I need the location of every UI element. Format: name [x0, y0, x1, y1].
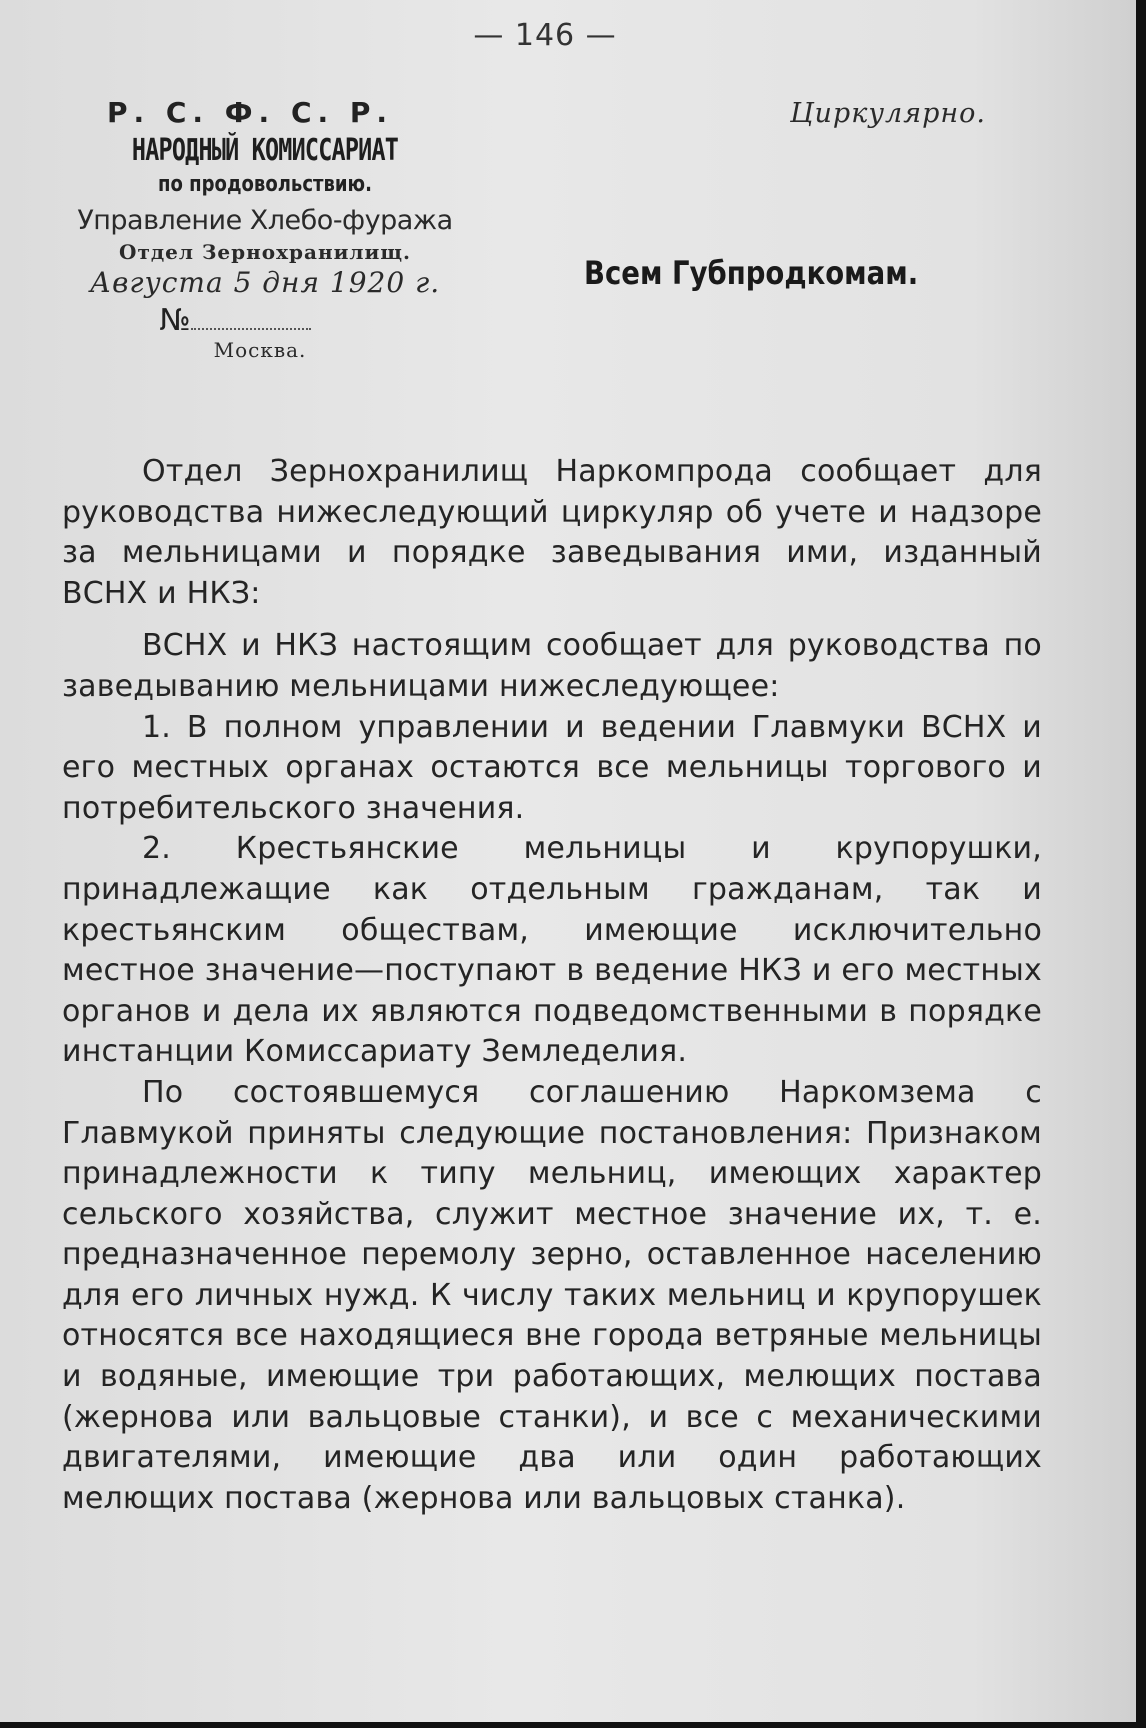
scan-edge-right	[1136, 0, 1146, 1728]
letterhead	[50, 96, 480, 362]
letterhead-commissariat: НАРОДНЫЙ КОМИССАРИАТ	[131, 133, 399, 168]
letterhead-commissariat-sub: по продовольствию.	[158, 172, 372, 197]
body-paragraph: По состоявшемуся соглашению Наркомзема с Главмукой приняты следующие постановления: Признаком принадлежности к типу мельниц, имеющих характер сельского хозяйства, служит местное значение их, т. е. предназначенное перемолу зерно, оставленное населению для его личных нужд. К числу таких мельниц и крупорушек относятся все находящиеся вне города ветряные мельницы и водяные, имеющие три работающих, мелющих постава (жернова или вальцовые станки), и все с механическими двигателями, имеющие два или один работающих мелющих постава (жернова или вальцовых станка).	[62, 1074, 1042, 1516]
letterhead-subdepartment: Отдел Зернохранилищ.	[119, 240, 411, 264]
page-number: — 146 —	[473, 18, 617, 53]
body-paragraph: 2. Крестьянские мельницы и крупорушки, принадлежащие как отдельным гражданам, так и крестьянским обществам, имеющие исключительно местное значение—поступают в ведение НКЗ и его местных органов и дела их являются подведомственными в порядке инстанции Комиссариату Земледелия.	[62, 831, 1042, 1070]
letterhead-city: Москва.	[213, 338, 307, 362]
body-paragraph: Отдел Зернохранилищ Наркомпрода сообщает для руководства нижеследующий циркуляр об учете и надзоре за мельницами и порядке заведывания ими, изданный ВСНХ и НКЗ:	[62, 454, 1042, 611]
letterhead-state: Р. С. Ф. С. Р.	[106, 96, 394, 129]
body-paragraph: ВСНХ и НКЗ настоящим сообщает для руководства по заведыванию мельницами нижеследующее:	[62, 628, 1042, 704]
letterhead-date: Августа 5 дня 1920 г.	[89, 266, 441, 299]
scan-edge-bottom	[0, 1722, 1146, 1728]
letterhead-department: Управление Хлебо-фуража	[77, 205, 453, 236]
letterhead-number-field	[0, 303, 480, 338]
addressee: Всем Губпродкомам.	[584, 254, 919, 292]
letterhead-number-blank	[191, 328, 311, 330]
body-text	[62, 452, 1042, 1519]
circular-mark: Циркулярно.	[790, 98, 986, 129]
letterhead-number-sign: №	[159, 303, 191, 338]
body-paragraph: 1. В полном управлении и ведении Главмуки ВСНХ и его местных органах остаются все мельницы торгового и потребительского значения.	[62, 709, 1042, 826]
